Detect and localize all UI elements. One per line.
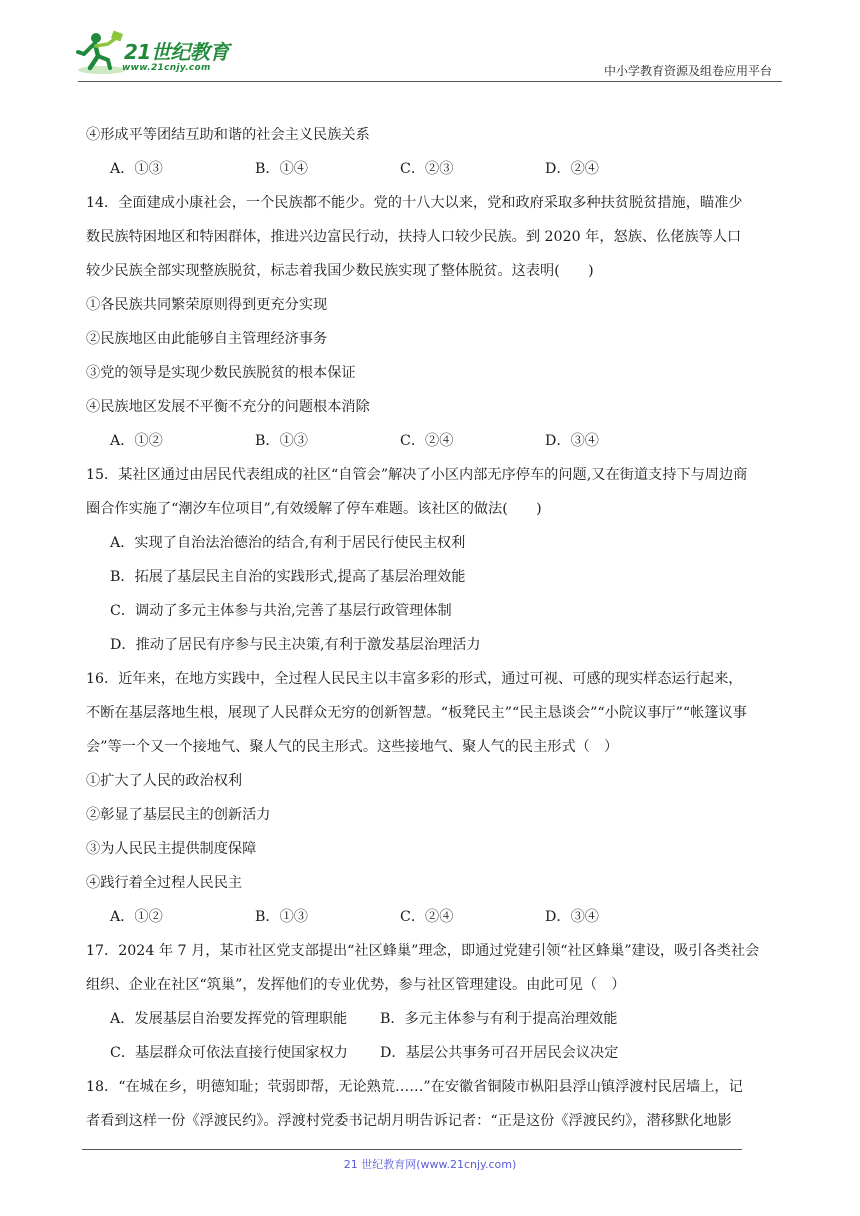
q13-item-4: ④形成平等团结互助和谐的社会主义民族关系: [86, 127, 370, 143]
q14-stem-line-3: 较少民族全部实现整族脱贫，标志着我国少数民族实现了整体脱贫。这表明( ): [86, 263, 594, 279]
q14-options: [86, 424, 786, 458]
q18-stem-line-1: 18．“在城在乡，明德知耻；茕弱即帮，无论熟荒……”在安徽省铜陵市枞阳县浮山镇浮渡村民居墙上，记: [86, 1079, 743, 1095]
q16-options: [86, 900, 786, 934]
footer-site-link[interactable]: 21 世纪教育网(www.21cnjy.com): [343, 1158, 517, 1171]
q17-option-c: C．基层群众可依法直接行使国家权力: [110, 1045, 348, 1061]
q14-item-4: ④民族地区发展不平衡不充分的问题根本消除: [86, 399, 370, 415]
q17-option-a: A．发展基层自治要发挥党的管理职能: [110, 1011, 348, 1027]
q15-option-b: B．拓展了基层民主自治的实践形式,提高了基层治理效能: [110, 569, 466, 585]
q15-option-c: C．调动了多元主体参与共治,完善了基层行政管理体制: [110, 603, 452, 619]
q13-option-d: D．②④: [545, 161, 599, 177]
logo-text: 21世纪教育: [124, 40, 229, 64]
header-platform-text: 中小学教育资源及组卷应用平台: [603, 64, 772, 78]
q14-stem-line-1: 14．全面建成小康社会，一个民族都不能少。党的十八大以来，党和政府采取多种扶贫脱贫措施，瞄准少: [86, 195, 743, 211]
q15-option-d: D．推动了居民有序参与民主决策,有利于激发基层治理活力: [110, 637, 481, 653]
q17-option-d: D．基层公共事务可召开居民会议决定: [380, 1045, 619, 1061]
q18-stem-line-2: 者看到这样一份《浮渡民约》。浮渡村党委书记胡月明告诉记者：“正是这份《浮渡民约》，潜移默化地影: [86, 1113, 732, 1129]
q14-item-3: ③党的领导是实现少数民族脱贫的根本保证: [86, 365, 356, 381]
question-content: [86, 118, 786, 1138]
q13-option-a: A．①③: [110, 161, 163, 177]
q16-option-b: B．①③: [255, 909, 308, 925]
page-header: [0, 0, 860, 84]
q14-option-d: D．③④: [545, 433, 599, 449]
q14-item-2: ②民族地区由此能够自主管理经济事务: [86, 331, 328, 347]
q14-option-a: A．①②: [110, 433, 163, 449]
q17-options-row-1: [86, 1002, 786, 1036]
q16-item-1: ①扩大了人民的政治权利: [86, 773, 243, 789]
q16-item-3: ③为人民民主提供制度保障: [86, 841, 257, 857]
q14-stem-line-2: 数民族特困地区和特困群体，推进兴边富民行动，扶持人口较少民族。到 2020 年，怒族、仫佬族等人口: [86, 229, 742, 245]
q17-stem-line-2: 组织、企业在社区“筑巢”，发挥他们的专业优势，参与社区管理建设。由此可见（ ）: [86, 977, 626, 993]
q13-options: [86, 152, 786, 186]
q17-stem-line-1: 17．2024 年 7 月，某市社区党支部提出“社区蜂巢”理念，即通过党建引领“社区蜂巢”建设，吸引各类社会: [86, 943, 760, 959]
q15-stem-line-1: 15．某社区通过由居民代表组成的社区“自管会”解决了小区内部无序停车的问题,又在街道支持下与周边商: [86, 467, 748, 483]
q16-stem-line-1: 16．近年来，在地方实践中，全过程人民民主以丰富多彩的形式，通过可视、可感的现实样态运行起来，: [86, 671, 743, 687]
runner-logo-icon: [74, 30, 126, 76]
q16-stem-line-3: 会”等一个又一个接地气、聚人气的民主形式。这些接地气、聚人气的民主形式（ ）: [86, 739, 619, 755]
q16-stem-line-2: 不断在基层落地生根，展现了人民群众无穷的创新智慧。“板凳民主”“民主恳谈会”“小院议事厅”“帐篷议事: [86, 705, 747, 721]
q14-item-1: ①各民族共同繁荣原则得到更充分实现: [86, 297, 328, 313]
q15-option-a: A．实现了自治法治德治的结合,有利于居民行使民主权利: [110, 535, 466, 551]
logo-url: www.21cnjy.com: [122, 63, 211, 73]
q13-option-c: C．②③: [400, 161, 454, 177]
q15-stem-line-2: 圈合作实施了“潮汐车位项目”,有效缓解了停车难题。该社区的做法( ): [86, 501, 542, 517]
q16-item-4: ④践行着全过程人民民主: [86, 875, 243, 891]
q16-option-c: C．②④: [400, 909, 454, 925]
header-divider: [78, 81, 782, 82]
q13-option-b: B．①④: [255, 161, 308, 177]
q17-option-b: B．多元主体参与有利于提高治理效能: [380, 1011, 618, 1027]
q16-option-d: D．③④: [545, 909, 599, 925]
q16-option-a: A．①②: [110, 909, 163, 925]
q17-options-row-2: [86, 1036, 786, 1070]
site-logo[interactable]: [74, 30, 244, 80]
q16-item-2: ②彰显了基层民主的创新活力: [86, 807, 271, 823]
q14-option-b: B．①③: [255, 433, 308, 449]
footer-divider: [82, 1149, 742, 1150]
q14-option-c: C．②④: [400, 433, 454, 449]
